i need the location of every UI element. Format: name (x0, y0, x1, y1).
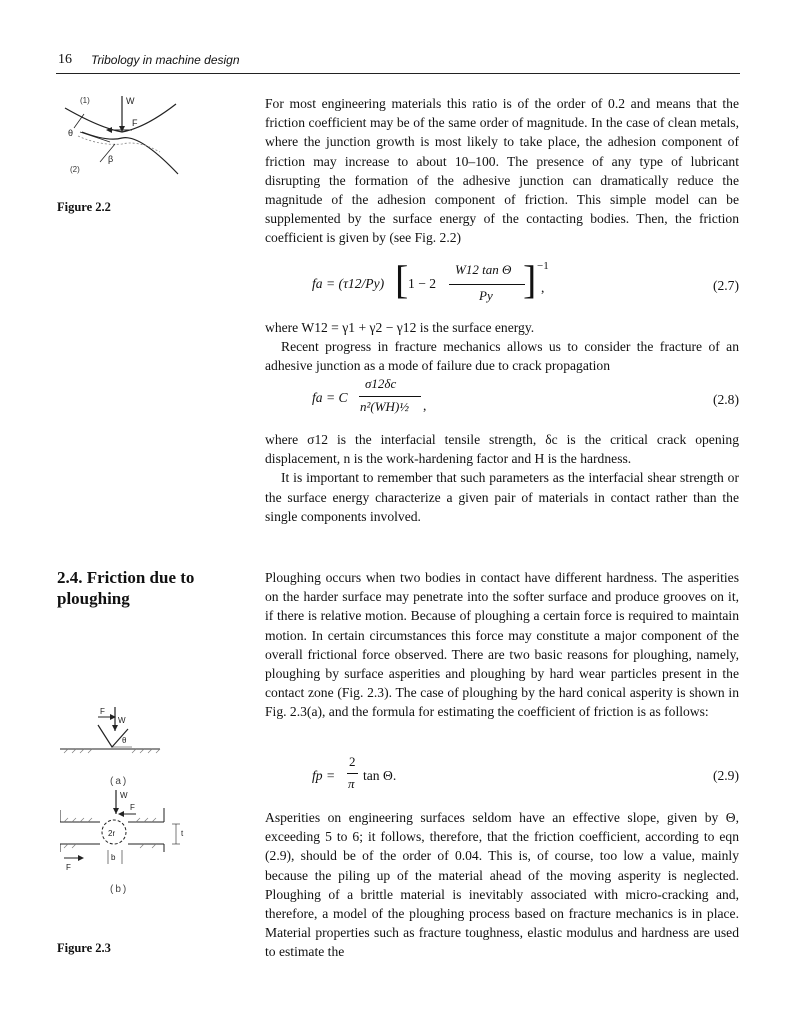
label-f-upper: F (130, 803, 135, 812)
label-f-lower: F (66, 863, 71, 872)
eq29-number: (2.9) (712, 768, 739, 783)
eq28-lhs: fa = C (312, 390, 348, 405)
figure-2-3b-diagram (60, 788, 190, 884)
eq27-bracket-text: 1 − 2 (408, 276, 437, 291)
page-number: 16 (58, 52, 72, 67)
eq28-frac-num: σ12δc (365, 376, 397, 391)
body-column-bottom (265, 808, 739, 962)
eq28-comma: , (423, 398, 427, 413)
lower-body-surface (82, 132, 178, 174)
label-t: t (181, 829, 184, 838)
label-w: W (126, 96, 135, 106)
eq27-left-bracket: [ (395, 257, 409, 302)
body-column-top (265, 94, 739, 248)
label-2: (2) (70, 165, 80, 174)
paragraph-3: Recent progress in fracture mechanics allows us to consider the fracture of an adhesive junction as a mode of failure due to crack propagation (265, 339, 739, 374)
label-theta: θ (68, 128, 74, 138)
eq27-comma: , (541, 280, 545, 295)
label-b: b (111, 853, 116, 862)
running-title: Tribology in machine design (91, 53, 240, 67)
label-2r: 2r (108, 829, 116, 838)
eq27-frac-bar (449, 284, 525, 285)
label-theta: θ (122, 736, 127, 745)
eq29-frac-den: π (348, 776, 355, 791)
body-column-section (265, 568, 739, 722)
equation-2-9 (265, 754, 739, 798)
label-1: (1) (80, 96, 90, 105)
label-f: F (100, 707, 105, 716)
eq27-exponent: −1 (537, 260, 549, 272)
eq28-frac-den: n²(WH)½ (360, 399, 410, 414)
label-beta: β (108, 154, 114, 164)
eq27-frac-num: W12 tan Θ (455, 262, 512, 277)
equation-2-8 (265, 376, 739, 424)
paragraph-1: For most engineering materials this ratio is of the order of 0.2 and means that the friction coefficient may be of the same order of magnitude. In the case of clean metals, where the junction growth is most likely to take place, the adhesion component of friction may increase to about 10–100. The presence of any type of lubricant disrupting the formation of the adhesive junction can dramatically reduce the magnitude of the adhesion component of friction. This simple model can be supplemented by the surface energy of the contacting bodies. Then, the friction coefficient is given by (see Fig. 2.2) (265, 96, 739, 246)
figure-2-2-caption: Figure 2.2 (57, 200, 111, 214)
section-heading: 2.4. Friction due to ploughing (57, 568, 195, 608)
eq29-frac-bar (347, 773, 358, 774)
eq29-frac-num: 2 (349, 754, 356, 769)
label-w: W (120, 791, 128, 800)
eq28-number: (2.8) (712, 392, 739, 407)
equation-2-7 (265, 258, 739, 310)
eq27-right-bracket: ] (523, 257, 537, 302)
eq27-number: (2.7) (712, 278, 739, 293)
paragraph-6: Ploughing occurs when two bodies in contact have different hardness. The asperities on the harder surface may penetrate into the softer surface and produce grooves on it, if there is relative motion. Because of ploughing a certain force is required to maintain motion. In certain circumstances this force may constitute a major component of the overall frictional force observed. There are two basic reasons for ploughing, namely, ploughing by surface asperities and ploughing by hard wear particles present in the contact zone (Fig. 2.3). The case of ploughing by the hard conical asperity is shown in Fig. 2.3(a), and the formula for estimating the coefficient of friction is as follows: (265, 570, 739, 720)
paragraph-4: where σ12 is the interfacial tensile strength, δc is the critical crack opening displacement, n is the work-hardening factor and H is the hardness. (265, 432, 739, 467)
header-rule (56, 73, 740, 74)
body-column-mid (265, 318, 739, 376)
eq29-rhs: tan Θ. (363, 768, 397, 783)
body-column-lower (265, 430, 739, 526)
angle-line (80, 132, 110, 142)
figure-2-3b-label: (b) (110, 884, 129, 895)
figure-2-2-diagram (60, 90, 190, 190)
eq27-frac-den: Py (479, 288, 493, 303)
paragraph-2: where W12 = γ1 + γ2 − γ12 is the surface energy. (265, 320, 535, 335)
eq28-frac-bar (359, 396, 421, 397)
paragraph-7: Asperities on engineering surfaces seldom have an effective slope, given by Θ, exceeding 5 to 6; it follows, therefore, that the friction coefficient, according to eqn (2.9), should be of the order of 0.04. This is, of course, too low a value, mainly because the piling up of the material ahead of the moving asperity is neglected. Ploughing of a brittle material is inevitably associated with micro-cracking and, therefore, a model of the ploughing process based on fracture mechanics is in place. Material properties such as fracture toughness, elastic modulus and hardness are used to estimate the (265, 810, 739, 960)
figure-2-3-caption: Figure 2.3 (57, 941, 111, 955)
paragraph-5: It is important to remember that such parameters as the interfacial shear strength or the surface energy characterize a given pair of materials in contact rather than the single components involved. (265, 470, 739, 524)
eq27-lhs: fa = (τ12/Py) (312, 276, 385, 291)
label-w: W (118, 716, 126, 725)
eq29-lhs: fp = (312, 768, 336, 783)
label-f: F (132, 118, 138, 128)
figure-2-3a-label: (a) (110, 776, 129, 787)
figure-2-3a-diagram (60, 705, 170, 771)
